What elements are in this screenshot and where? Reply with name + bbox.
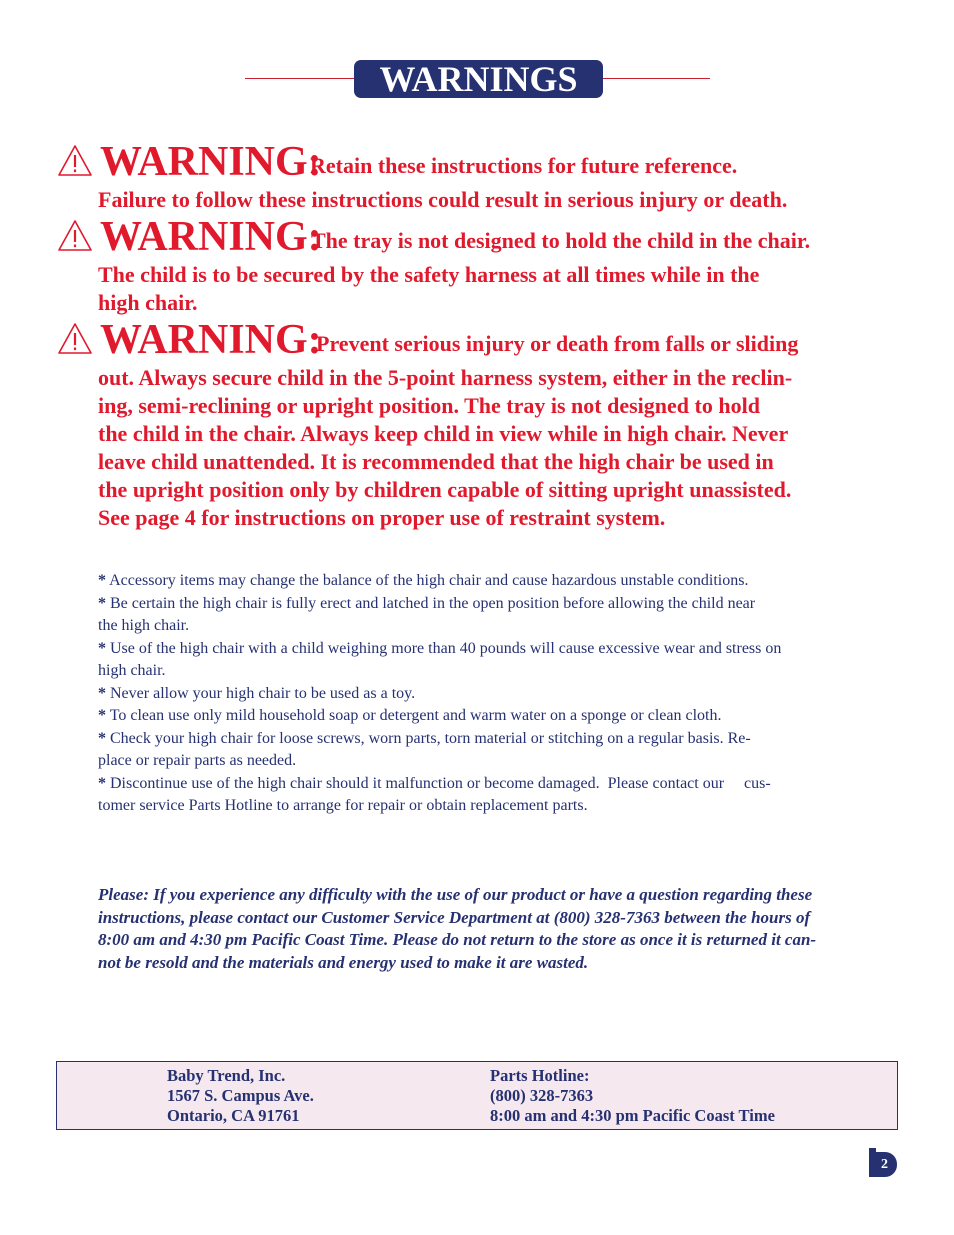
list-item <box>98 683 904 706</box>
header-rule-right <box>600 78 710 79</box>
warning-block <box>57 317 907 532</box>
warning-line: the upright position only by children capable of sitting upright unassisted. <box>98 477 792 502</box>
precautions-list <box>98 570 904 818</box>
list-item-text: Check your high chair for loose screws, worn parts, torn material or stitching on a regular basis. Re- <box>110 729 751 747</box>
warning-line: Failure to follow these instructions could result in serious injury or death. <box>98 187 788 212</box>
note-line: 8:00 am and 4:30 pm Pacific Coast Time. Please do not return to the store as once it is returned it can- <box>98 930 817 950</box>
parts-hotline <box>490 1066 775 1126</box>
brand-logo-icon <box>869 1148 876 1156</box>
list-item <box>98 593 904 638</box>
list-item-text: Accessory items may change the balance of the high chair and cause hazardous unstable conditions. <box>109 572 749 589</box>
list-item-text: place or repair parts as needed. <box>98 752 297 769</box>
bullet-star: * <box>98 707 106 724</box>
header-rule-left <box>245 78 357 79</box>
list-item-text: To clean use only mild household soap or detergent and warm water on a sponge or clean cloth. <box>109 707 722 724</box>
warning-line: high chair. <box>98 290 198 315</box>
company-name: Baby Trend, Inc. <box>167 1066 286 1085</box>
warning-block <box>57 214 907 317</box>
warning-line: the child in the chair. Always keep child in view while in high chair. Never <box>98 421 789 446</box>
list-item-text: Use of the high chair with a child weighing more than 40 pounds will cause excessive wear and stress on <box>110 639 782 657</box>
note-line: instructions, please contact our Customer Service Department at (800) 328-7363 between the hours of <box>98 907 811 927</box>
warning-lead: The tray is not designed to hold the child in the chair. <box>311 228 811 253</box>
list-item <box>98 705 904 728</box>
list-item-text: Be certain the high chair is fully erect and latched in the open position before allowing the child near <box>110 594 756 612</box>
warning-line: out. Always secure child in the 5-point harness system, either in the reclin- <box>98 365 793 390</box>
warning-line: See page 4 for instructions on proper use of restraint system. <box>98 505 666 530</box>
page-title: WARNINGS <box>354 60 603 98</box>
bullet-star: * <box>98 594 106 612</box>
company-address <box>167 1066 314 1126</box>
warning-label: WARNING: <box>100 139 322 185</box>
page-number: 2 <box>881 1157 888 1172</box>
list-item-text: tomer service Parts Hotline to arrange for repair or obtain replacement parts. <box>98 797 588 814</box>
list-item <box>98 638 904 683</box>
company-city: Ontario, CA 91761 <box>167 1106 300 1125</box>
warning-lead: Retain these instructions for future reference. <box>310 153 738 178</box>
warning-triangle-icon <box>57 219 93 253</box>
list-item <box>98 728 904 773</box>
contact-box <box>56 1061 898 1130</box>
warning-triangle-icon <box>57 144 93 178</box>
list-item-text: the high chair. <box>98 617 190 634</box>
warning-line: ing, semi-reclining or upright position. The tray is not designed to hold <box>98 393 760 418</box>
bullet-star: * <box>98 774 106 792</box>
list-item-text: Never allow your high chair to be used as a toy. <box>110 684 416 702</box>
company-street: 1567 S. Campus Ave. <box>167 1086 314 1105</box>
bullet-star: * <box>98 572 106 589</box>
page-number-badge <box>869 1152 897 1177</box>
warning-triangle-icon <box>57 322 93 356</box>
hotline-label: Parts Hotline: <box>490 1066 590 1085</box>
warning-line: leave child unattended. It is recommended that the high chair be used in <box>98 449 774 474</box>
hotline-phone: (800) 328-7363 <box>490 1086 594 1105</box>
warning-label: WARNING: <box>100 214 322 260</box>
bullet-star: * <box>98 639 106 657</box>
list-item <box>98 570 904 593</box>
bullet-star: * <box>98 684 106 702</box>
warning-block <box>57 139 907 214</box>
bullet-star: * <box>98 729 106 747</box>
list-item-text: Discontinue use of the high chair should it malfunction or become damaged. Please contact our cus- <box>110 774 771 792</box>
note-line: not be resold and the materials and energy used to make it are wasted. <box>98 952 589 972</box>
customer-service-note <box>98 884 904 974</box>
list-item-text: high chair. <box>98 662 166 679</box>
warning-line: The child is to be secured by the safety harness at all times while in the <box>98 262 760 287</box>
hotline-hours: 8:00 am and 4:30 pm Pacific Coast Time <box>490 1106 775 1125</box>
list-item <box>98 773 904 818</box>
note-line: Please: If you experience any difficulty with the use of our product or have a question regarding these <box>98 885 813 904</box>
warning-lead: Prevent serious injury or death from falls or sliding <box>316 331 799 356</box>
warning-label: WARNING: <box>100 317 322 363</box>
